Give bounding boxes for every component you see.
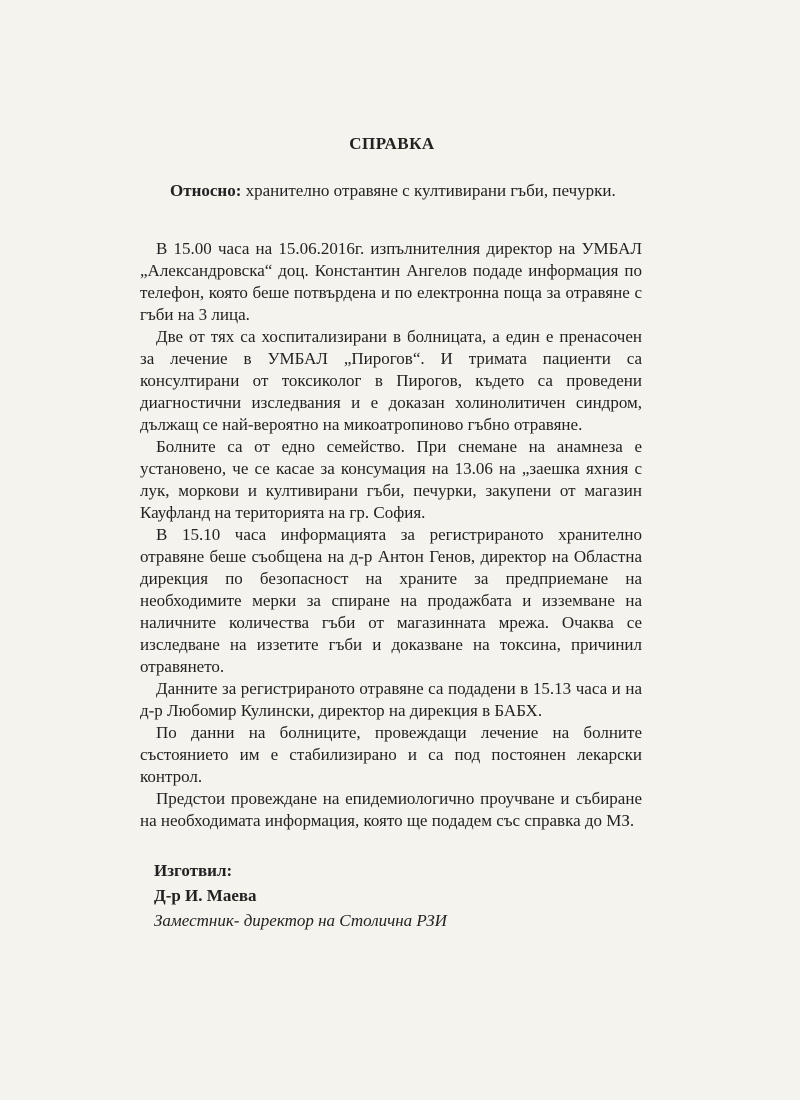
paragraph-7: Предстои провеждане на епидемиологично проучване и събиране на необходимата информация, която ще подадем със справка до МЗ. bbox=[140, 789, 642, 830]
paragraph-2: Две от тях са хоспитализирани в болницата, а един е пренасочен за лечение в УМБАЛ „Пирогов“. И тримата пациенти са консултирани от токсиколог в Пирогов, където са проведени диагностични изследвания и е доказан холинолитичен синдром, дължащ се най-вероятно на микоатропиново гъбно отравяне. bbox=[140, 327, 642, 434]
paragraph-1: В 15.00 часа на 15.06.2016г. изпълнителния директор на УМБАЛ „Александровска“ доц. Константин Ангелов подаде информация по телефон, която беше потвърдена и по електронна поща за отравяне с гъби на 3 лица. bbox=[140, 239, 642, 324]
paragraph-6: По данни на болниците, провеждащи лечение на болните състоянието им е стабилизирано и са под постоянен лекарски контрол. bbox=[140, 723, 642, 786]
signature-position: Заместник- директор на Столична РЗИ bbox=[154, 911, 447, 930]
signature-block bbox=[154, 858, 447, 933]
paragraph-5: Данните за регистрираното отравяне са подадени в 15.13 часа и на д-р Любомир Кулински, директор на дирекция в БАБХ. bbox=[140, 679, 642, 720]
document-body bbox=[140, 238, 642, 832]
paragraph-3: Болните са от едно семейство. При снемане на анамнеза е установено, че се касае за консумация на 13.06 на „заешка яхния с лук, моркови и култивирани гъби, печурки, закупени от магазин Кауфланд на територията на гр. София. bbox=[140, 437, 642, 522]
document-title: СПРАВКА bbox=[349, 134, 435, 153]
subject-text: хранително отравяне с култивирани гъби, печурки. bbox=[241, 181, 616, 200]
subject-label: Относно: bbox=[170, 181, 242, 200]
signature-author: Д-р И. Маева bbox=[154, 886, 257, 905]
subject-line bbox=[170, 181, 616, 201]
paragraph-4: В 15.10 часа информацията за регистрираното хранително отравяне беше съобщена на д-р Антон Генов, директор на Областна дирекция по безопасност на храните за предприемане на необходимите мерки за спиране на продажбата и изземване на наличните количества гъби от магазинната мрежа. Очаква се изследване на иззетите гъби и доказване на токсина, причинил отравянето. bbox=[140, 525, 642, 676]
prepared-by-label: Изготвил: bbox=[154, 861, 233, 880]
